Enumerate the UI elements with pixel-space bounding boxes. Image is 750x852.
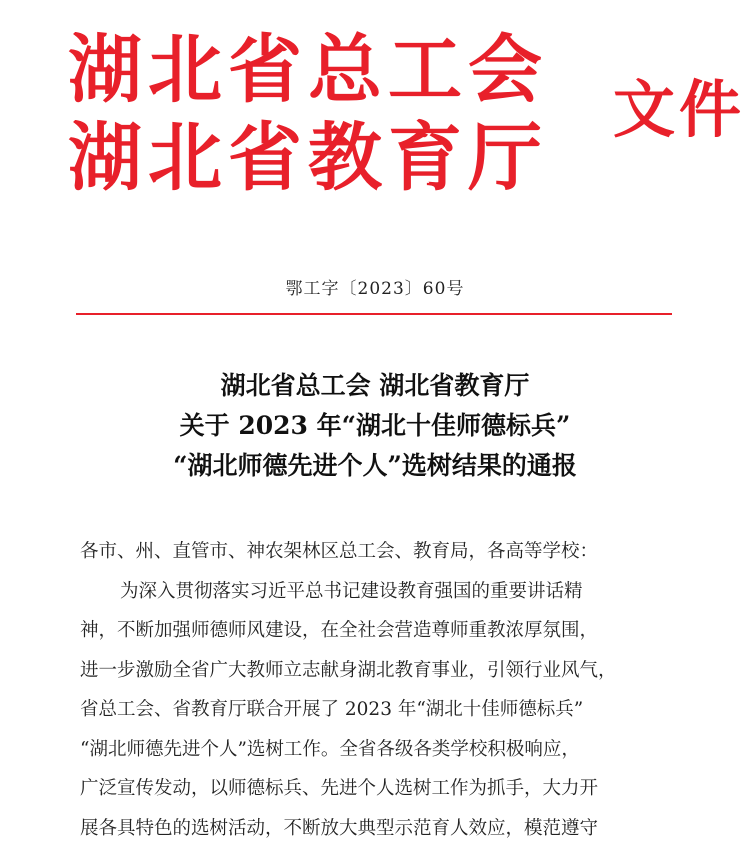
- document-number: 鄂工字〔2023〕60号: [285, 279, 465, 299]
- body-line: “湖北师德先进个人”选树工作。全省各级各类学校积极响应，: [80, 738, 580, 760]
- salutation: 各市、州、直管市、神农架林区总工会、教育局，各高等学校：: [80, 541, 599, 562]
- body-line: 为深入贯彻落实习近平总书记建设教育强国的重要讲话精: [120, 580, 583, 602]
- document-body: [80, 532, 690, 848]
- issuer-name-2: 湖北省教育厅: [68, 115, 548, 201]
- title-line-1: 湖北省总工会 湖北省教育厅: [220, 371, 530, 400]
- body-line: 神，不断加强师德师风建设，在全社会营造尊师重教浓厚氛围，: [80, 620, 599, 641]
- issuer-name-1: 湖北省总工会: [68, 27, 548, 113]
- doc-type-label: 文件: [613, 73, 746, 146]
- issuer-header: [68, 27, 746, 208]
- body-line: 展各具特色的选树活动，不断放大典型示范育人效应，模范遵守: [80, 817, 599, 839]
- header-divider: [76, 313, 672, 315]
- document-title: [0, 366, 750, 486]
- body-line: 省总工会、省教育厅联合开展了 2023 年“湖北十佳师德标兵”: [80, 699, 584, 720]
- body-line: 进一步激励全省广大教师立志献身湖北教育事业，引领行业风气，: [80, 659, 617, 681]
- title-line-3: “湖北师德先进个人”选树结果的通报: [173, 451, 577, 480]
- title-line-2: 关于 2023 年“湖北十佳师德标兵”: [179, 411, 571, 440]
- body-line: 广泛宣传发动，以师德标兵、先进个人选树工作为抓手，大力开: [80, 778, 599, 799]
